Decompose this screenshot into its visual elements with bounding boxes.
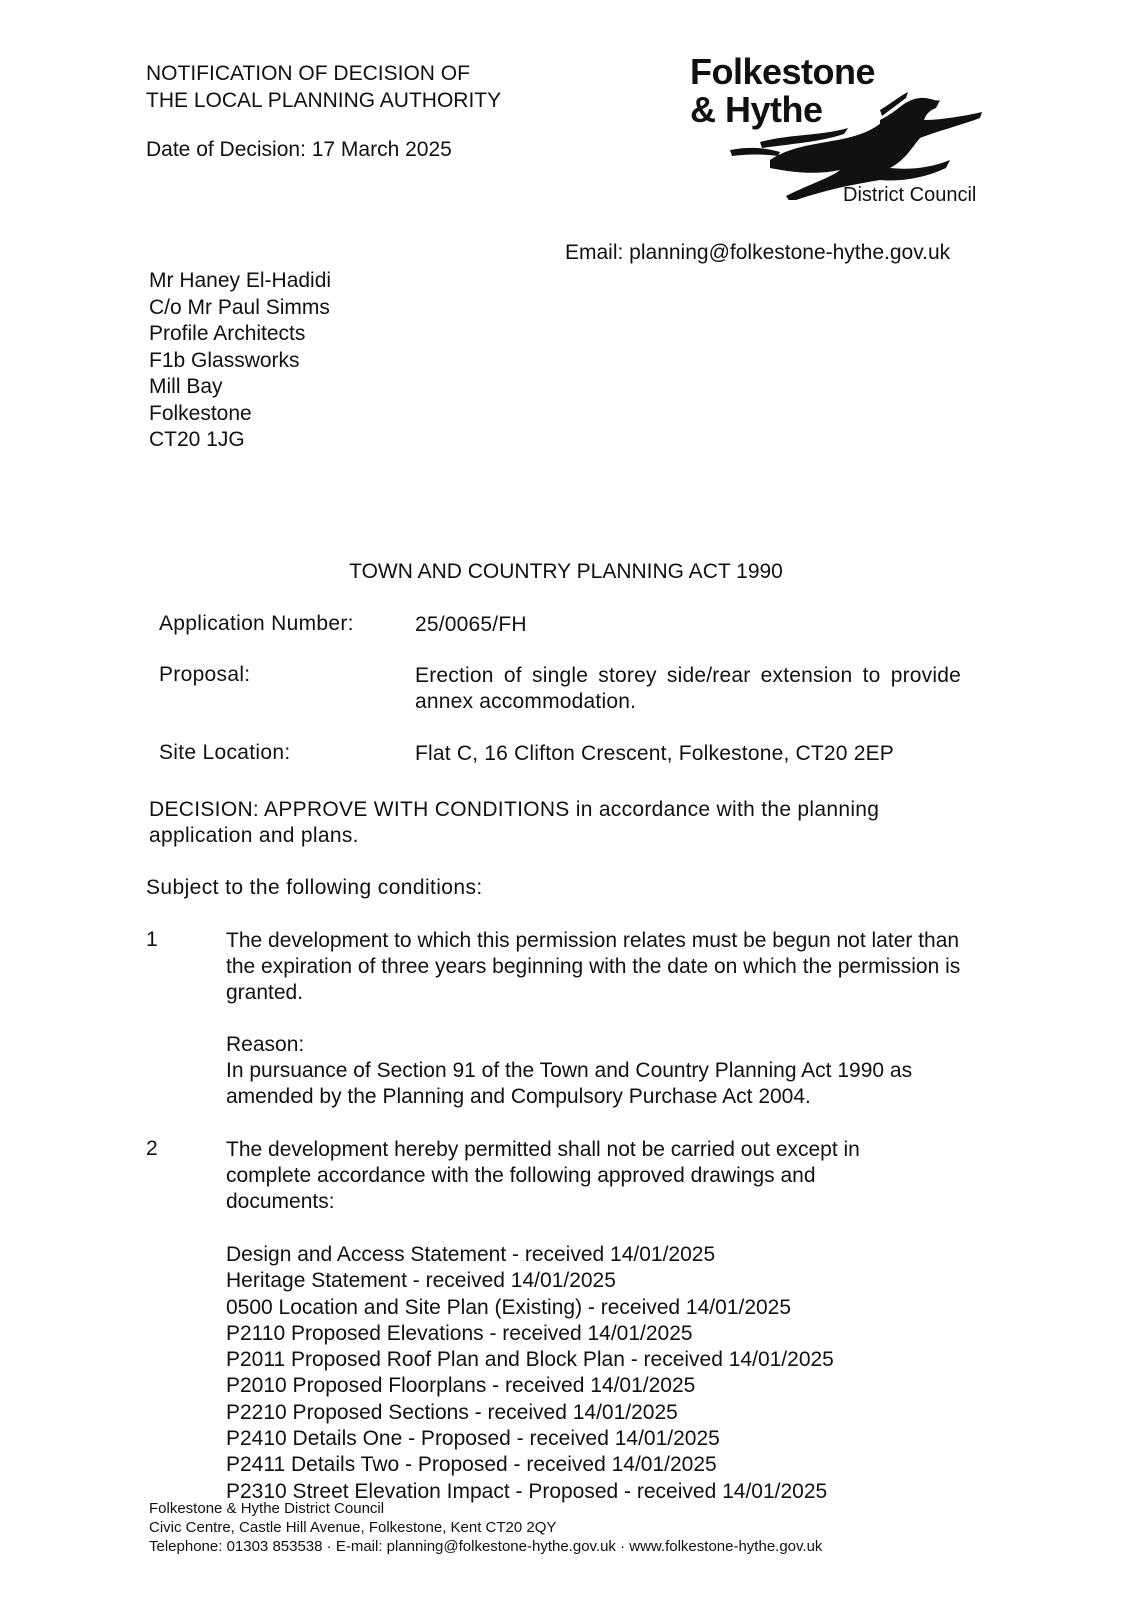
list-item: P2410 Details One - Proposed - received 14/01/2025 — [226, 1427, 720, 1451]
act-title: TOWN AND COUNTRY PLANNING ACT 1990 — [349, 560, 783, 583]
notification-heading — [146, 60, 501, 114]
list-item: P2110 Proposed Elevations - received 14/01/2025 — [226, 1321, 693, 1345]
list-item: Design and Access Statement - received 14/01/2025 — [226, 1243, 716, 1266]
list-item: Heritage Statement - received 14/01/2025 — [226, 1269, 616, 1293]
footer-contact: Telephone: 01303 853538 · E-mail: planning@folkestone-hythe.gov.uk · www.folkestone-hythe.gov.uk — [149, 1538, 823, 1555]
condition-1-text: The development to which this permission relates must be begun not later than the expiration of three years beginning with the date on which the permission is granted. — [226, 929, 961, 1004]
decision-statement: DECISION: APPROVE WITH CONDITIONS in accordance with the planning application and plans. — [149, 798, 880, 847]
contact-email: Email: planning@folkestone-hythe.gov.uk — [565, 241, 951, 264]
condition-1-reason-text: In pursuance of Section 91 of the Town and Country Planning Act 1990 as amended by the Planning and Compulsory Purchase Act 2004. — [226, 1059, 913, 1108]
application-number-label: Application Number: — [159, 612, 354, 635]
list-item: P2010 Proposed Floorplans - received 14/01/2025 — [226, 1374, 696, 1398]
notification-line-2: THE LOCAL PLANNING AUTHORITY — [146, 89, 502, 112]
site-location-value: Flat C, 16 Clifton Crescent, Folkestone, CT20 2EP — [415, 742, 894, 765]
list-item: P2411 Details Two - Proposed - received 14/01/2025 — [226, 1453, 717, 1477]
recipient-address — [149, 268, 331, 454]
logo-text-folkestone: Folkestone — [690, 51, 876, 92]
date-of-decision: Date of Decision: 17 March 2025 — [146, 138, 452, 161]
footer-council-name: Folkestone & Hythe District Council — [149, 1500, 385, 1517]
list-item: P2011 Proposed Roof Plan and Block Plan - received 14/01/2025 — [226, 1348, 834, 1372]
list-item: P2310 Street Elevation Impact - Proposed - received 14/01/2025 — [226, 1479, 828, 1503]
logo-district-council: District Council — [843, 184, 977, 206]
address-line: Profile Architects — [149, 322, 306, 345]
address-line: Mill Bay — [149, 375, 223, 398]
address-line: F1b Glassworks — [149, 348, 300, 372]
condition-1-number: 1 — [146, 928, 158, 951]
list-item: P2210 Proposed Sections - received 14/01/2025 — [226, 1400, 678, 1424]
application-number-value: 25/0065/FH — [415, 613, 527, 636]
condition-2-text: The development hereby permitted shall not be carried out except in complete accordance with the following approved drawings and documents: — [226, 1138, 860, 1213]
list-item: 0500 Location and Site Plan (Existing) - received 14/01/2025 — [226, 1295, 792, 1319]
site-location-label: Site Location: — [159, 741, 291, 764]
proposal-value: Erection of single storey side/rear extension to provide annex accommodation. — [415, 664, 961, 713]
address-line: C/o Mr Paul Simms — [149, 295, 330, 319]
proposal-label: Proposal: — [159, 663, 251, 686]
logo-text-hythe: & Hythe — [690, 89, 823, 130]
footer-address: Civic Centre, Castle Hill Avenue, Folkestone, Kent CT20 2QY — [149, 1519, 557, 1536]
conditions-intro: Subject to the following conditions: — [146, 876, 483, 899]
condition-1-reason-label: Reason: — [226, 1033, 305, 1056]
condition-2-number: 2 — [146, 1137, 158, 1160]
notification-line-1: NOTIFICATION OF DECISION OF — [146, 62, 470, 85]
address-line: Mr Haney El-Hadidi — [149, 269, 332, 292]
address-line: CT20 1JG — [149, 428, 245, 451]
council-logo — [690, 52, 1010, 222]
page-footer — [149, 1499, 822, 1556]
address-line: Folkestone — [149, 401, 252, 425]
approved-documents-list — [226, 1242, 834, 1505]
